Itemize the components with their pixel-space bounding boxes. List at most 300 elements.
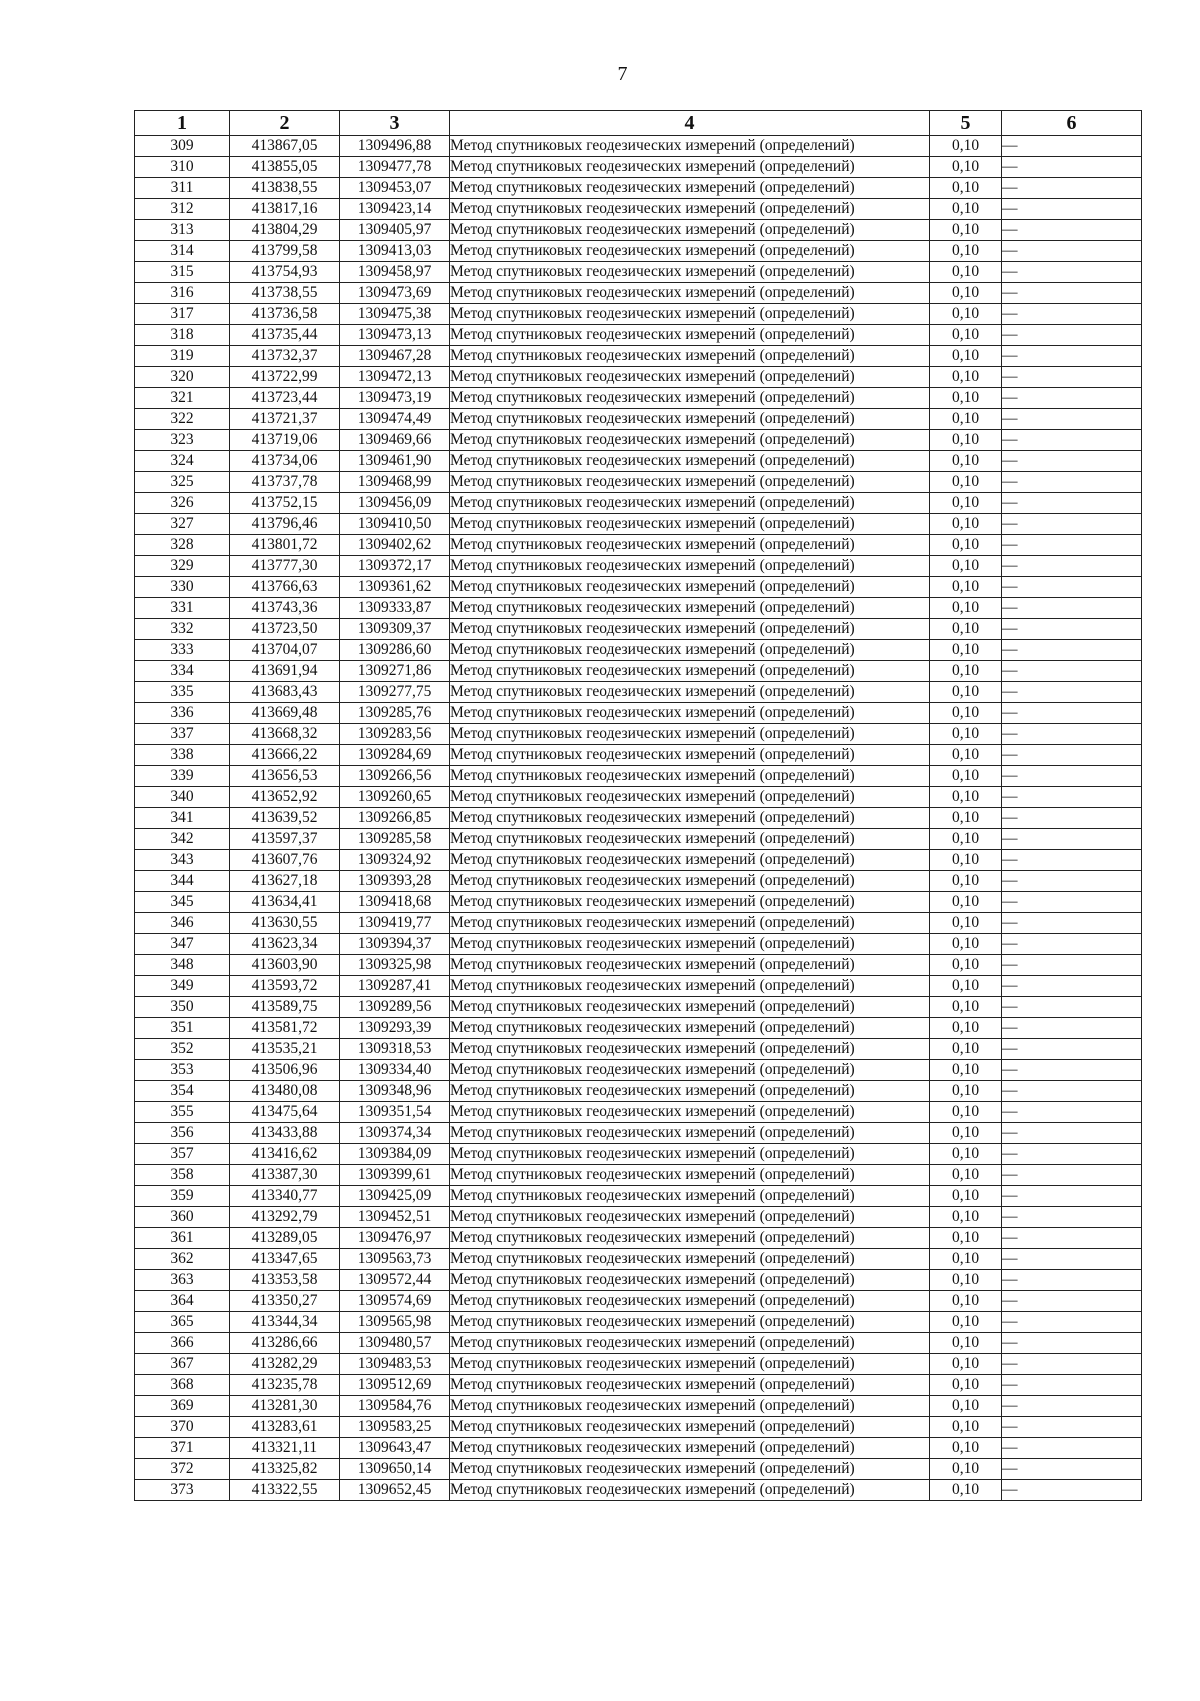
method-cell: Метод спутниковых геодезических измерений (определений) <box>450 1396 930 1417</box>
method-cell: Метод спутниковых геодезических измерений (определений) <box>450 262 930 283</box>
method-cell: Метод спутниковых геодезических измерений (определений) <box>450 1354 930 1375</box>
coordinate-x-cell: 413627,18 <box>230 871 340 892</box>
table-row <box>135 1165 1142 1186</box>
coordinate-x-cell: 413387,30 <box>230 1165 340 1186</box>
coordinate-y-cell: 1309309,37 <box>340 619 450 640</box>
accuracy-cell: 0,10 <box>930 1459 1002 1480</box>
table-row <box>135 493 1142 514</box>
coordinate-x-cell: 413433,88 <box>230 1123 340 1144</box>
coordinate-x-cell: 413732,37 <box>230 346 340 367</box>
table-row <box>135 745 1142 766</box>
coordinate-x-cell: 413581,72 <box>230 1018 340 1039</box>
accuracy-cell: 0,10 <box>930 556 1002 577</box>
table-row <box>135 892 1142 913</box>
table-row <box>135 1354 1142 1375</box>
coordinate-y-cell: 1309324,92 <box>340 850 450 871</box>
coordinate-x-cell: 413597,37 <box>230 829 340 850</box>
coordinate-x-cell: 413480,08 <box>230 1081 340 1102</box>
coordinate-x-cell: 413719,06 <box>230 430 340 451</box>
coordinate-x-cell: 413721,37 <box>230 409 340 430</box>
accuracy-cell: 0,10 <box>930 1228 1002 1249</box>
method-cell: Метод спутниковых геодезических измерений (определений) <box>450 850 930 871</box>
table-body <box>135 136 1142 1501</box>
method-cell: Метод спутниковых геодезических измерений (определений) <box>450 556 930 577</box>
table-row <box>135 787 1142 808</box>
coordinate-y-cell: 1309334,40 <box>340 1060 450 1081</box>
point-number-cell: 352 <box>135 1039 230 1060</box>
accuracy-cell: 0,10 <box>930 241 1002 262</box>
point-number-cell: 341 <box>135 808 230 829</box>
table-row <box>135 955 1142 976</box>
coordinate-x-cell: 413735,44 <box>230 325 340 346</box>
coordinate-y-cell: 1309348,96 <box>340 1081 450 1102</box>
point-number-cell: 355 <box>135 1102 230 1123</box>
note-cell: — <box>1002 640 1142 661</box>
point-number-cell: 317 <box>135 304 230 325</box>
table-row <box>135 556 1142 577</box>
point-number-cell: 325 <box>135 472 230 493</box>
note-cell: — <box>1002 472 1142 493</box>
point-number-cell: 372 <box>135 1459 230 1480</box>
table-row <box>135 157 1142 178</box>
point-number-cell: 327 <box>135 514 230 535</box>
table-row <box>135 178 1142 199</box>
point-number-cell: 364 <box>135 1291 230 1312</box>
table-row <box>135 1060 1142 1081</box>
coordinate-y-cell: 1309393,28 <box>340 871 450 892</box>
header-col-2: 2 <box>230 111 340 136</box>
table-row <box>135 808 1142 829</box>
table-row <box>135 766 1142 787</box>
page-number: 7 <box>617 63 628 85</box>
method-cell: Метод спутниковых геодезических измерений (определений) <box>450 514 930 535</box>
point-number-cell: 373 <box>135 1480 230 1501</box>
point-number-cell: 340 <box>135 787 230 808</box>
point-number-cell: 366 <box>135 1333 230 1354</box>
accuracy-cell: 0,10 <box>930 451 1002 472</box>
table-row <box>135 346 1142 367</box>
accuracy-cell: 0,10 <box>930 934 1002 955</box>
note-cell: — <box>1002 304 1142 325</box>
accuracy-cell: 0,10 <box>930 1165 1002 1186</box>
accuracy-cell: 0,10 <box>930 913 1002 934</box>
method-cell: Метод спутниковых геодезических измерений (определений) <box>450 409 930 430</box>
table-row <box>135 409 1142 430</box>
note-cell: — <box>1002 325 1142 346</box>
accuracy-cell: 0,10 <box>930 955 1002 976</box>
coordinate-x-cell: 413322,55 <box>230 1480 340 1501</box>
coordinate-y-cell: 1309271,86 <box>340 661 450 682</box>
accuracy-cell: 0,10 <box>930 892 1002 913</box>
coordinate-y-cell: 1309483,53 <box>340 1354 450 1375</box>
table-row <box>135 997 1142 1018</box>
method-cell: Метод спутниковых геодезических измерений (определений) <box>450 1165 930 1186</box>
point-number-cell: 313 <box>135 220 230 241</box>
note-cell: — <box>1002 262 1142 283</box>
coordinate-y-cell: 1309333,87 <box>340 598 450 619</box>
accuracy-cell: 0,10 <box>930 157 1002 178</box>
coordinate-y-cell: 1309480,57 <box>340 1333 450 1354</box>
coordinate-y-cell: 1309418,68 <box>340 892 450 913</box>
method-cell: Метод спутниковых геодезических измерений (определений) <box>450 1333 930 1354</box>
coordinate-y-cell: 1309453,07 <box>340 178 450 199</box>
point-number-cell: 345 <box>135 892 230 913</box>
header-col-5: 5 <box>930 111 1002 136</box>
point-number-cell: 310 <box>135 157 230 178</box>
note-cell: — <box>1002 178 1142 199</box>
method-cell: Метод спутниковых геодезических измерений (определений) <box>450 598 930 619</box>
coordinate-y-cell: 1309458,97 <box>340 262 450 283</box>
note-cell: — <box>1002 1249 1142 1270</box>
point-number-cell: 363 <box>135 1270 230 1291</box>
accuracy-cell: 0,10 <box>930 1081 1002 1102</box>
method-cell: Метод спутниковых геодезических измерений (определений) <box>450 997 930 1018</box>
note-cell: — <box>1002 1354 1142 1375</box>
header-col-6: 6 <box>1002 111 1142 136</box>
method-cell: Метод спутниковых геодезических измерений (определений) <box>450 1060 930 1081</box>
coordinate-x-cell: 413416,62 <box>230 1144 340 1165</box>
table-row <box>135 472 1142 493</box>
accuracy-cell: 0,10 <box>930 1417 1002 1438</box>
table-row <box>135 1018 1142 1039</box>
table-row <box>135 661 1142 682</box>
point-number-cell: 316 <box>135 283 230 304</box>
method-cell: Метод спутниковых геодезических измерений (определений) <box>450 241 930 262</box>
method-cell: Метод спутниковых геодезических измерений (определений) <box>450 787 930 808</box>
coordinate-y-cell: 1309474,49 <box>340 409 450 430</box>
method-cell: Метод спутниковых геодезических измерений (определений) <box>450 157 930 178</box>
table-row <box>135 220 1142 241</box>
method-cell: Метод спутниковых геодезических измерений (определений) <box>450 619 930 640</box>
accuracy-cell: 0,10 <box>930 1144 1002 1165</box>
accuracy-cell: 0,10 <box>930 640 1002 661</box>
coordinate-x-cell: 413838,55 <box>230 178 340 199</box>
coordinate-y-cell: 1309325,98 <box>340 955 450 976</box>
point-number-cell: 329 <box>135 556 230 577</box>
coordinate-x-cell: 413817,16 <box>230 199 340 220</box>
point-number-cell: 324 <box>135 451 230 472</box>
note-cell: — <box>1002 157 1142 178</box>
table-row <box>135 325 1142 346</box>
note-cell: — <box>1002 913 1142 934</box>
coordinate-y-cell: 1309652,45 <box>340 1480 450 1501</box>
point-number-cell: 320 <box>135 367 230 388</box>
coordinate-y-cell: 1309477,78 <box>340 157 450 178</box>
coordinate-y-cell: 1309384,09 <box>340 1144 450 1165</box>
point-number-cell: 348 <box>135 955 230 976</box>
coordinate-y-cell: 1309574,69 <box>340 1291 450 1312</box>
coordinate-x-cell: 413340,77 <box>230 1186 340 1207</box>
note-cell: — <box>1002 1123 1142 1144</box>
method-cell: Метод спутниковых геодезических измерений (определений) <box>450 220 930 241</box>
note-cell: — <box>1002 703 1142 724</box>
coordinate-y-cell: 1309293,39 <box>340 1018 450 1039</box>
note-cell: — <box>1002 829 1142 850</box>
coordinate-x-cell: 413639,52 <box>230 808 340 829</box>
accuracy-cell: 0,10 <box>930 409 1002 430</box>
note-cell: — <box>1002 976 1142 997</box>
point-number-cell: 369 <box>135 1396 230 1417</box>
coordinate-y-cell: 1309584,76 <box>340 1396 450 1417</box>
method-cell: Метод спутниковых геодезических измерений (определений) <box>450 829 930 850</box>
point-number-cell: 333 <box>135 640 230 661</box>
note-cell: — <box>1002 661 1142 682</box>
accuracy-cell: 0,10 <box>930 346 1002 367</box>
method-cell: Метод спутниковых геодезических измерений (определений) <box>450 1417 930 1438</box>
header-col-3: 3 <box>340 111 450 136</box>
coordinate-y-cell: 1309496,88 <box>340 136 450 157</box>
table-row <box>135 1459 1142 1480</box>
table-row <box>135 619 1142 640</box>
point-number-cell: 350 <box>135 997 230 1018</box>
accuracy-cell: 0,10 <box>930 1186 1002 1207</box>
accuracy-cell: 0,10 <box>930 850 1002 871</box>
coordinate-x-cell: 413766,63 <box>230 577 340 598</box>
point-number-cell: 365 <box>135 1312 230 1333</box>
point-number-cell: 321 <box>135 388 230 409</box>
table-row <box>135 1102 1142 1123</box>
note-cell: — <box>1002 598 1142 619</box>
coordinate-x-cell: 413321,11 <box>230 1438 340 1459</box>
note-cell: — <box>1002 1312 1142 1333</box>
accuracy-cell: 0,10 <box>930 1018 1002 1039</box>
accuracy-cell: 0,10 <box>930 367 1002 388</box>
coordinate-y-cell: 1309473,13 <box>340 325 450 346</box>
point-number-cell: 330 <box>135 577 230 598</box>
coordinate-x-cell: 413350,27 <box>230 1291 340 1312</box>
accuracy-cell: 0,10 <box>930 514 1002 535</box>
method-cell: Метод спутниковых геодезических измерений (определений) <box>450 472 930 493</box>
point-number-cell: 349 <box>135 976 230 997</box>
accuracy-cell: 0,10 <box>930 1123 1002 1144</box>
note-cell: — <box>1002 1081 1142 1102</box>
point-number-cell: 347 <box>135 934 230 955</box>
point-number-cell: 362 <box>135 1249 230 1270</box>
note-cell: — <box>1002 220 1142 241</box>
accuracy-cell: 0,10 <box>930 1333 1002 1354</box>
method-cell: Метод спутниковых геодезических измерений (определений) <box>450 871 930 892</box>
point-number-cell: 351 <box>135 1018 230 1039</box>
coordinate-x-cell: 413589,75 <box>230 997 340 1018</box>
table-row <box>135 1270 1142 1291</box>
coordinate-x-cell: 413796,46 <box>230 514 340 535</box>
accuracy-cell: 0,10 <box>930 136 1002 157</box>
note-cell: — <box>1002 997 1142 1018</box>
table-row <box>135 1207 1142 1228</box>
table-header-row <box>135 111 1142 136</box>
accuracy-cell: 0,10 <box>930 472 1002 493</box>
coordinate-x-cell: 413737,78 <box>230 472 340 493</box>
method-cell: Метод спутниковых геодезических измерений (определений) <box>450 1228 930 1249</box>
coordinate-y-cell: 1309318,53 <box>340 1039 450 1060</box>
accuracy-cell: 0,10 <box>930 1270 1002 1291</box>
accuracy-cell: 0,10 <box>930 1249 1002 1270</box>
coordinate-y-cell: 1309266,56 <box>340 766 450 787</box>
coordinate-x-cell: 413656,53 <box>230 766 340 787</box>
note-cell: — <box>1002 1438 1142 1459</box>
accuracy-cell: 0,10 <box>930 619 1002 640</box>
coordinate-x-cell: 413325,82 <box>230 1459 340 1480</box>
point-number-cell: 356 <box>135 1123 230 1144</box>
coordinate-x-cell: 413801,72 <box>230 535 340 556</box>
note-cell: — <box>1002 556 1142 577</box>
point-number-cell: 315 <box>135 262 230 283</box>
header-col-1: 1 <box>135 111 230 136</box>
point-number-cell: 328 <box>135 535 230 556</box>
point-number-cell: 319 <box>135 346 230 367</box>
coordinate-x-cell: 413607,76 <box>230 850 340 871</box>
point-number-cell: 354 <box>135 1081 230 1102</box>
point-number-cell: 334 <box>135 661 230 682</box>
coordinate-y-cell: 1309472,13 <box>340 367 450 388</box>
note-cell: — <box>1002 241 1142 262</box>
table-row <box>135 871 1142 892</box>
point-number-cell: 338 <box>135 745 230 766</box>
coordinate-x-cell: 413723,50 <box>230 619 340 640</box>
point-number-cell: 331 <box>135 598 230 619</box>
header-col-4: 4 <box>450 111 930 136</box>
point-number-cell: 361 <box>135 1228 230 1249</box>
point-number-cell: 323 <box>135 430 230 451</box>
point-number-cell: 326 <box>135 493 230 514</box>
method-cell: Метод спутниковых геодезических измерений (определений) <box>450 934 930 955</box>
point-number-cell: 312 <box>135 199 230 220</box>
coordinate-x-cell: 413283,61 <box>230 1417 340 1438</box>
accuracy-cell: 0,10 <box>930 199 1002 220</box>
table-row <box>135 1249 1142 1270</box>
note-cell: — <box>1002 451 1142 472</box>
note-cell: — <box>1002 493 1142 514</box>
coordinate-y-cell: 1309285,58 <box>340 829 450 850</box>
point-number-cell: 370 <box>135 1417 230 1438</box>
table-row <box>135 1417 1142 1438</box>
note-cell: — <box>1002 934 1142 955</box>
table-row <box>135 913 1142 934</box>
point-number-cell: 368 <box>135 1375 230 1396</box>
coordinate-y-cell: 1309410,50 <box>340 514 450 535</box>
note-cell: — <box>1002 1480 1142 1501</box>
coordinate-y-cell: 1309260,65 <box>340 787 450 808</box>
note-cell: — <box>1002 892 1142 913</box>
method-cell: Метод спутниковых геодезических измерений (определений) <box>450 1249 930 1270</box>
method-cell: Метод спутниковых геодезических измерений (определений) <box>450 178 930 199</box>
method-cell: Метод спутниковых геодезических измерений (определений) <box>450 1459 930 1480</box>
method-cell: Метод спутниковых геодезических измерений (определений) <box>450 1312 930 1333</box>
coordinate-x-cell: 413723,44 <box>230 388 340 409</box>
coordinate-x-cell: 413235,78 <box>230 1375 340 1396</box>
accuracy-cell: 0,10 <box>930 724 1002 745</box>
table-row <box>135 1333 1142 1354</box>
note-cell: — <box>1002 577 1142 598</box>
coordinate-x-cell: 413286,66 <box>230 1333 340 1354</box>
coordinate-y-cell: 1309285,76 <box>340 703 450 724</box>
table-row <box>135 598 1142 619</box>
note-cell: — <box>1002 409 1142 430</box>
coordinate-y-cell: 1309456,09 <box>340 493 450 514</box>
accuracy-cell: 0,10 <box>930 703 1002 724</box>
table-row <box>135 262 1142 283</box>
note-cell: — <box>1002 199 1142 220</box>
accuracy-cell: 0,10 <box>930 388 1002 409</box>
coordinate-x-cell: 413691,94 <box>230 661 340 682</box>
point-number-cell: 371 <box>135 1438 230 1459</box>
note-cell: — <box>1002 1333 1142 1354</box>
note-cell: — <box>1002 1060 1142 1081</box>
table-row <box>135 535 1142 556</box>
table-row <box>135 430 1142 451</box>
method-cell: Метод спутниковых геодезических измерений (определений) <box>450 1186 930 1207</box>
note-cell: — <box>1002 787 1142 808</box>
note-cell: — <box>1002 1144 1142 1165</box>
coordinate-x-cell: 413593,72 <box>230 976 340 997</box>
accuracy-cell: 0,10 <box>930 1375 1002 1396</box>
coordinate-y-cell: 1309266,85 <box>340 808 450 829</box>
coordinate-x-cell: 413292,79 <box>230 1207 340 1228</box>
coordinate-x-cell: 413743,36 <box>230 598 340 619</box>
note-cell: — <box>1002 1291 1142 1312</box>
accuracy-cell: 0,10 <box>930 1312 1002 1333</box>
coordinate-y-cell: 1309425,09 <box>340 1186 450 1207</box>
point-number-cell: 339 <box>135 766 230 787</box>
coordinate-x-cell: 413754,93 <box>230 262 340 283</box>
coordinate-x-cell: 413652,92 <box>230 787 340 808</box>
coordinate-x-cell: 413804,29 <box>230 220 340 241</box>
table-row <box>135 1228 1142 1249</box>
point-number-cell: 322 <box>135 409 230 430</box>
accuracy-cell: 0,10 <box>930 661 1002 682</box>
method-cell: Метод спутниковых геодезических измерений (определений) <box>450 430 930 451</box>
note-cell: — <box>1002 745 1142 766</box>
coordinate-y-cell: 1309643,47 <box>340 1438 450 1459</box>
coordinate-x-cell: 413603,90 <box>230 955 340 976</box>
accuracy-cell: 0,10 <box>930 283 1002 304</box>
point-number-cell: 367 <box>135 1354 230 1375</box>
note-cell: — <box>1002 136 1142 157</box>
note-cell: — <box>1002 619 1142 640</box>
note-cell: — <box>1002 766 1142 787</box>
coordinate-y-cell: 1309565,98 <box>340 1312 450 1333</box>
method-cell: Метод спутниковых геодезических измерений (определений) <box>450 661 930 682</box>
accuracy-cell: 0,10 <box>930 1480 1002 1501</box>
coordinate-y-cell: 1309572,44 <box>340 1270 450 1291</box>
method-cell: Метод спутниковых геодезических измерений (определений) <box>450 1039 930 1060</box>
accuracy-cell: 0,10 <box>930 535 1002 556</box>
method-cell: Метод спутниковых геодезических измерений (определений) <box>450 913 930 934</box>
table-row <box>135 1081 1142 1102</box>
coordinate-y-cell: 1309467,28 <box>340 346 450 367</box>
method-cell: Метод спутниковых геодезических измерений (определений) <box>450 388 930 409</box>
accuracy-cell: 0,10 <box>930 808 1002 829</box>
coordinate-y-cell: 1309650,14 <box>340 1459 450 1480</box>
point-number-cell: 346 <box>135 913 230 934</box>
accuracy-cell: 0,10 <box>930 1039 1002 1060</box>
table-row <box>135 1312 1142 1333</box>
coordinate-x-cell: 413722,99 <box>230 367 340 388</box>
accuracy-cell: 0,10 <box>930 1207 1002 1228</box>
coordinate-x-cell: 413668,32 <box>230 724 340 745</box>
method-cell: Метод спутниковых геодезических измерений (определений) <box>450 682 930 703</box>
coordinate-x-cell: 413353,58 <box>230 1270 340 1291</box>
accuracy-cell: 0,10 <box>930 262 1002 283</box>
accuracy-cell: 0,10 <box>930 1396 1002 1417</box>
coordinate-x-cell: 413752,15 <box>230 493 340 514</box>
method-cell: Метод спутниковых геодезических измерений (определений) <box>450 346 930 367</box>
coordinate-y-cell: 1309372,17 <box>340 556 450 577</box>
accuracy-cell: 0,10 <box>930 682 1002 703</box>
note-cell: — <box>1002 514 1142 535</box>
table-row <box>135 1396 1142 1417</box>
method-cell: Метод спутниковых геодезических измерений (определений) <box>450 493 930 514</box>
